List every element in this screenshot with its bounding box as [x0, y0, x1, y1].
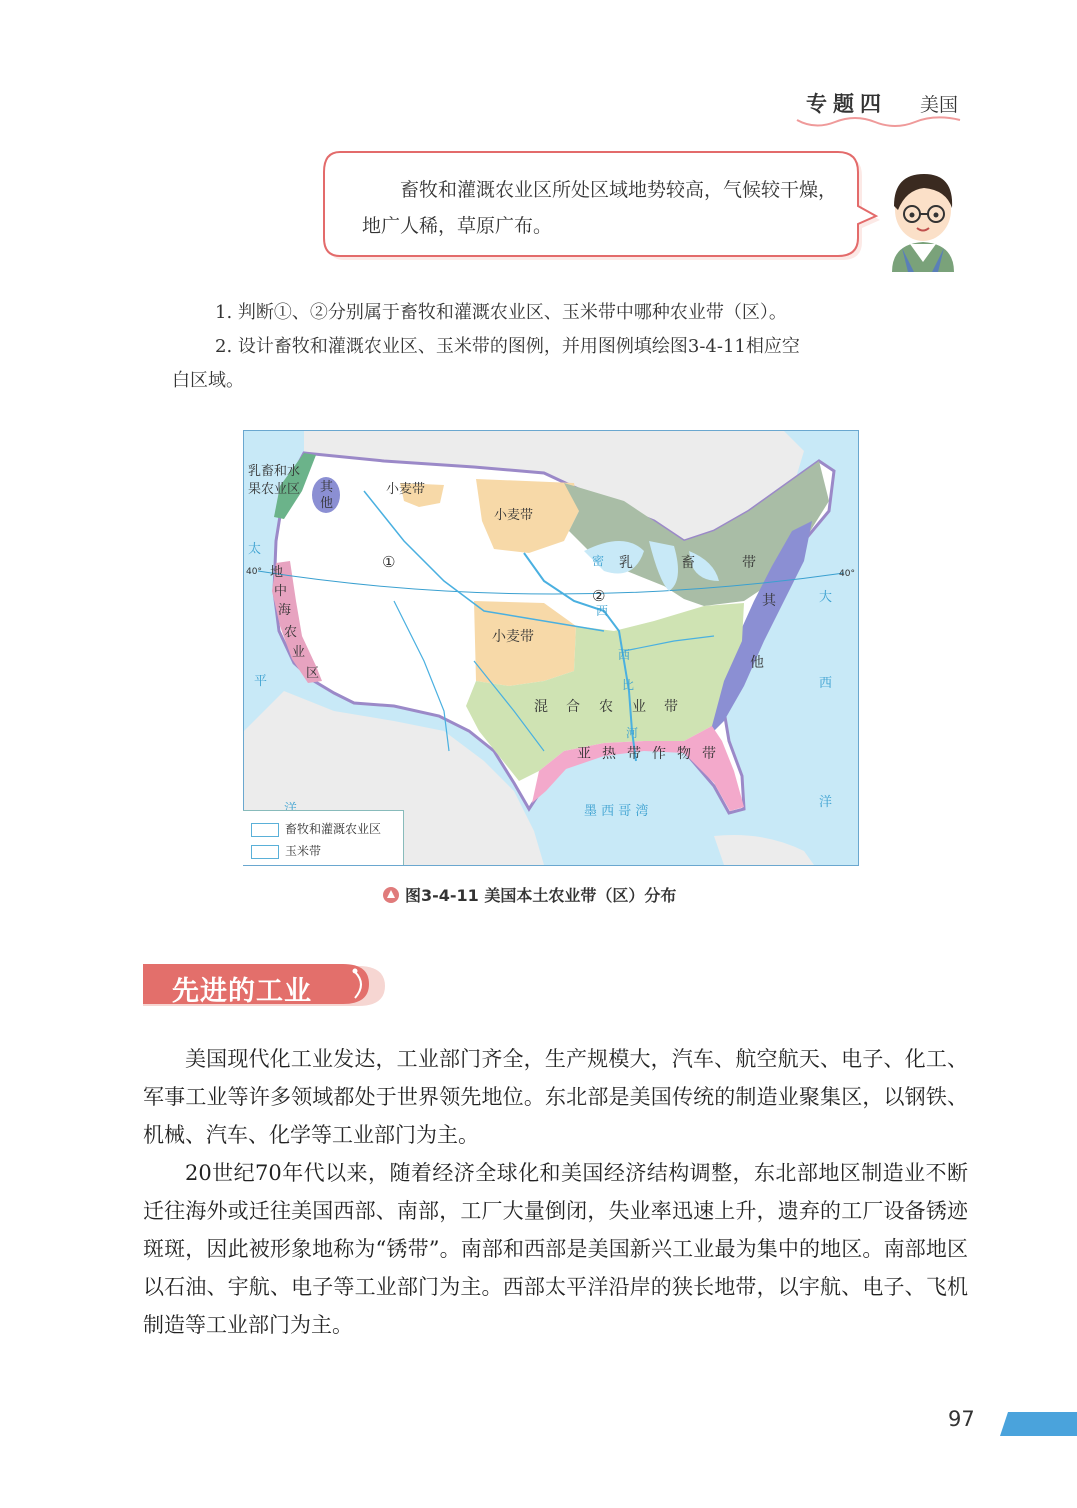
label-pacific-2: 平: [254, 674, 268, 689]
label-med-2: 中: [274, 584, 288, 599]
legend-item-grazing: [251, 820, 381, 837]
us-agriculture-map: [243, 430, 859, 866]
label-dairy-belt-1: 乳: [619, 555, 633, 571]
paragraph-1: 美国现代化工业发达，工业部门齐全，生产规模大，汽车、航空航天、电子、化工、军事工业等许多领域都处于世界领先地位。东北部是美国传统的制造业聚集区，以钢铁、机械、汽车、化学等工业部门为主。: [143, 1047, 968, 1147]
label-med-6: 区: [306, 666, 320, 681]
map-legend: [243, 810, 404, 865]
question-2-line2: 白区域。: [172, 370, 244, 391]
label-atlantic-2: 西: [819, 676, 833, 691]
section-title: 先进的工业: [172, 976, 312, 1007]
label-mixed-1: 混: [534, 699, 548, 715]
legend-label-corn: 玉米带: [285, 844, 322, 858]
label-subtropical-3: 带: [627, 746, 641, 762]
label-med-3: 海: [278, 603, 292, 618]
label-region-2: ②: [592, 587, 606, 605]
label-subtropical-2: 热: [602, 746, 616, 762]
question-2-line1: 2. 设计畜牧和灌溉农业区、玉米带的图例，并用图例填绘图3-4-11相应空: [215, 336, 800, 357]
label-other-nw-2: 他: [320, 496, 334, 511]
legend-item-corn: [251, 842, 321, 859]
label-mixed-3: 农: [599, 699, 613, 715]
label-subtropical-6: 带: [702, 746, 716, 762]
label-atlantic-1: 大: [819, 590, 833, 605]
label-lat40-right: 40°: [839, 569, 855, 579]
legend-label-grazing: 畜牧和灌溉农业区: [285, 822, 382, 836]
label-wheat-central: 小麦带: [492, 629, 534, 645]
label-subtropical-4: 作: [652, 746, 666, 762]
label-med-1: 地: [270, 565, 284, 580]
bubble-text: 畜牧和灌溉农业区所处区域地势较高，气候较干燥，地广人稀，草原广布。: [362, 179, 838, 237]
label-pacific-1: 太: [248, 542, 262, 557]
map-canvas: [244, 431, 858, 865]
label-med-5: 业: [292, 645, 306, 660]
header-wave-decoration: [795, 112, 965, 132]
label-subtropical-1: 亚: [577, 746, 591, 762]
label-subtropical-5: 物: [677, 746, 691, 762]
label-dairy-fruit-2: 果农业区: [248, 482, 301, 497]
page-number: 97: [948, 1407, 975, 1431]
label-atlantic-3: 洋: [819, 795, 833, 810]
figure-caption: [383, 883, 676, 906]
label-dairy-belt-2: 畜: [681, 555, 695, 571]
header-topic: 专题四: [806, 92, 887, 116]
label-med-4: 农: [284, 625, 298, 640]
label-river-5: 河: [626, 726, 639, 740]
label-region-1: ①: [382, 553, 396, 571]
label-mixed-2: 合: [566, 699, 580, 715]
page-number-bar: [1000, 1412, 1077, 1436]
label-mixed-4: 业: [632, 699, 646, 715]
header-country: 美国: [920, 94, 959, 116]
label-mixed-5: 带: [664, 699, 678, 715]
label-river-4: 比: [622, 678, 635, 692]
label-lat40-left: 40°: [246, 567, 262, 577]
label-other-east-2: 他: [750, 655, 764, 671]
legend-swatch-grazing: [251, 823, 279, 837]
label-wheat-north1: 小麦带: [386, 482, 426, 497]
label-other-east-1: 其: [762, 593, 776, 609]
label-river-3: 西: [618, 648, 631, 662]
paragraph-2: 20世纪70年代以来，随着经济全球化和美国经济结构调整，东北部地区制造业不断迁往海外或迁往美国西部、南部，工厂大量倒闭，失业率迅速上升，遗弃的工厂设备锈迹斑斑，因此被形象地称为“锈带”。南部和西部是美国新兴工业最为集中的地区。南部地区以石油、宇航、电子等工业部门为主。西部太平洋沿岸的狭长地带，以宇航、电子、飞机制造等工业部门为主。: [143, 1161, 968, 1337]
label-river-1: 密: [592, 554, 605, 568]
label-other-nw-1: 其: [320, 480, 334, 495]
legend-swatch-corn: [251, 845, 279, 859]
caption-text: 图3-4-11 美国本土农业带（区）分布: [405, 886, 677, 905]
question-1: 1. 判断①、②分别属于畜牧和灌溉农业区、玉米带中哪种农业带（区）。: [215, 302, 787, 323]
student-avatar-icon: [884, 166, 962, 272]
label-dairy-belt-3: 带: [742, 555, 756, 571]
label-gulf: 墨 西 哥 湾: [584, 804, 649, 819]
label-wheat-north2: 小麦带: [494, 508, 534, 523]
label-dairy-fruit-1: 乳畜和水: [248, 464, 301, 479]
label-river-2: 西: [596, 604, 609, 618]
triangle-icon: [383, 887, 399, 903]
